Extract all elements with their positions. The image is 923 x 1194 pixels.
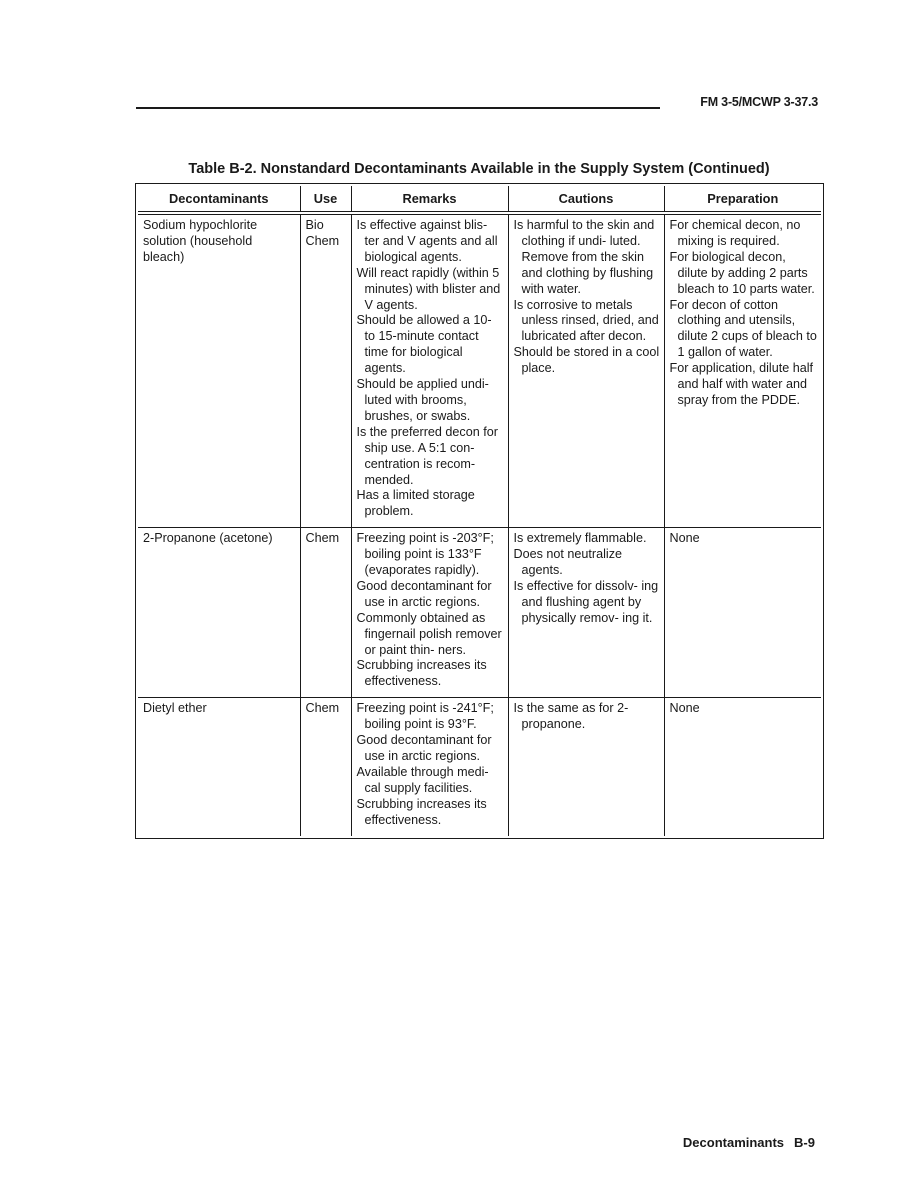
column-header-remarks: Remarks bbox=[351, 186, 508, 213]
preparation-item: For biological decon, dilute by adding 2 parts bleach to 10 parts water. bbox=[669, 249, 815, 296]
document-code: FM 3-5/MCWP 3-37.3 bbox=[700, 95, 818, 109]
caution-item: Does not neutralize agents. bbox=[513, 547, 623, 578]
footer-section-title: Decontaminants bbox=[682, 1135, 785, 1150]
table-frame bbox=[135, 183, 824, 839]
caution-item: Is harmful to the skin and clothing if undi- luted. Remove from the skin and clothing by flushing with water. bbox=[513, 218, 655, 296]
table-title: Table B-2. Nonstandard Decontaminants Available in the Supply System (Continued) bbox=[188, 161, 770, 177]
remark-item: Is the preferred decon for ship use. A 5:1 con- centration is recom- mended. bbox=[356, 424, 498, 487]
caution-item: Is corrosive to metals unless rinsed, dried, and lubricated after decon. bbox=[513, 297, 659, 344]
remark-item: Is effective against blis- ter and V agents and all biological agents. bbox=[356, 218, 498, 264]
cell-line: Bio bbox=[305, 218, 324, 232]
cell-use bbox=[300, 528, 351, 698]
caution-item: Is effective for dissolv- ing and flushing agent by physically remov- ing it. bbox=[513, 578, 659, 625]
remark-item: Has a limited storage problem. bbox=[356, 488, 475, 519]
cell-line: bleach) bbox=[143, 249, 185, 264]
cell-line: solution (household bbox=[143, 233, 253, 248]
remark-item: Good decontaminant for use in arctic regions. bbox=[356, 578, 492, 609]
preparation-item: For application, dilute half and half with water and spray from the PDDE. bbox=[669, 361, 814, 407]
cell-remarks bbox=[351, 213, 508, 528]
cell-cautions bbox=[508, 528, 664, 698]
cell-decontaminant bbox=[138, 528, 300, 698]
remark-item: Scrubbing increases its effectiveness. bbox=[356, 658, 487, 689]
table-row bbox=[138, 213, 821, 528]
cell-preparation bbox=[664, 698, 821, 836]
caution-item: Is extremely flammable. bbox=[513, 531, 647, 546]
header-rule bbox=[136, 107, 660, 109]
table-header-row bbox=[138, 186, 821, 213]
cell-preparation bbox=[664, 213, 821, 528]
page-number: B-9 bbox=[794, 1135, 815, 1150]
column-header-use: Use bbox=[300, 186, 351, 213]
cell-line: Chem bbox=[305, 233, 340, 248]
page-footer bbox=[683, 1135, 815, 1150]
decontaminants-table bbox=[138, 186, 821, 836]
column-header-preparation: Preparation bbox=[664, 186, 821, 213]
remark-item: Freezing point is -203°F; boiling point is 133°F (evaporates rapidly). bbox=[356, 531, 494, 578]
cell-remarks bbox=[351, 698, 508, 836]
caution-item: Should be stored in a cool place. bbox=[513, 345, 660, 376]
remark-item: Good decontaminant for use in arctic regions. bbox=[356, 733, 492, 763]
preparation-item: None bbox=[669, 701, 700, 716]
column-header-decontaminants: Decontaminants bbox=[138, 186, 300, 213]
cell-line: Chem bbox=[305, 701, 340, 716]
cell-cautions bbox=[508, 698, 664, 836]
table-row bbox=[138, 698, 821, 836]
remark-item: Freezing point is -241°F; boiling point is 93°F. bbox=[356, 701, 494, 732]
cell-line: Sodium hypochlorite bbox=[143, 218, 258, 232]
remark-item: Commonly obtained as fingernail polish remover or paint thin- ners. bbox=[356, 610, 502, 657]
cell-decontaminant bbox=[138, 698, 300, 836]
remark-item: Should be applied undi- luted with brooms, brushes, or swabs. bbox=[356, 377, 489, 423]
cell-cautions bbox=[508, 213, 664, 528]
cell-remarks bbox=[351, 528, 508, 698]
cell-line: 2-Propanone (acetone) bbox=[143, 531, 273, 546]
caution-item: Is the same as for 2- propanone. bbox=[513, 701, 629, 732]
remark-item: Should be allowed a 10- to 15-minute contact time for biological agents. bbox=[356, 313, 492, 376]
cell-preparation bbox=[664, 528, 821, 698]
preparation-item: None bbox=[669, 531, 700, 546]
preparation-item: For chemical decon, no mixing is required. bbox=[669, 218, 801, 248]
preparation-item: For decon of cotton clothing and utensils, dilute 2 cups of bleach to 1 gallon of water. bbox=[669, 297, 817, 360]
remark-item: Available through medi- cal supply facilities. bbox=[356, 764, 489, 795]
cell-decontaminant bbox=[138, 213, 300, 528]
table-row bbox=[138, 528, 821, 698]
cell-line: Chem bbox=[305, 531, 340, 546]
cell-use bbox=[300, 213, 351, 528]
cell-line: Dietyl ether bbox=[143, 701, 207, 716]
column-header-cautions: Cautions bbox=[508, 186, 664, 213]
cell-use bbox=[300, 698, 351, 836]
remark-item: Will react rapidly (within 5 minutes) with blister and V agents. bbox=[356, 265, 501, 312]
remark-item: Scrubbing increases its effectiveness. bbox=[356, 796, 487, 827]
